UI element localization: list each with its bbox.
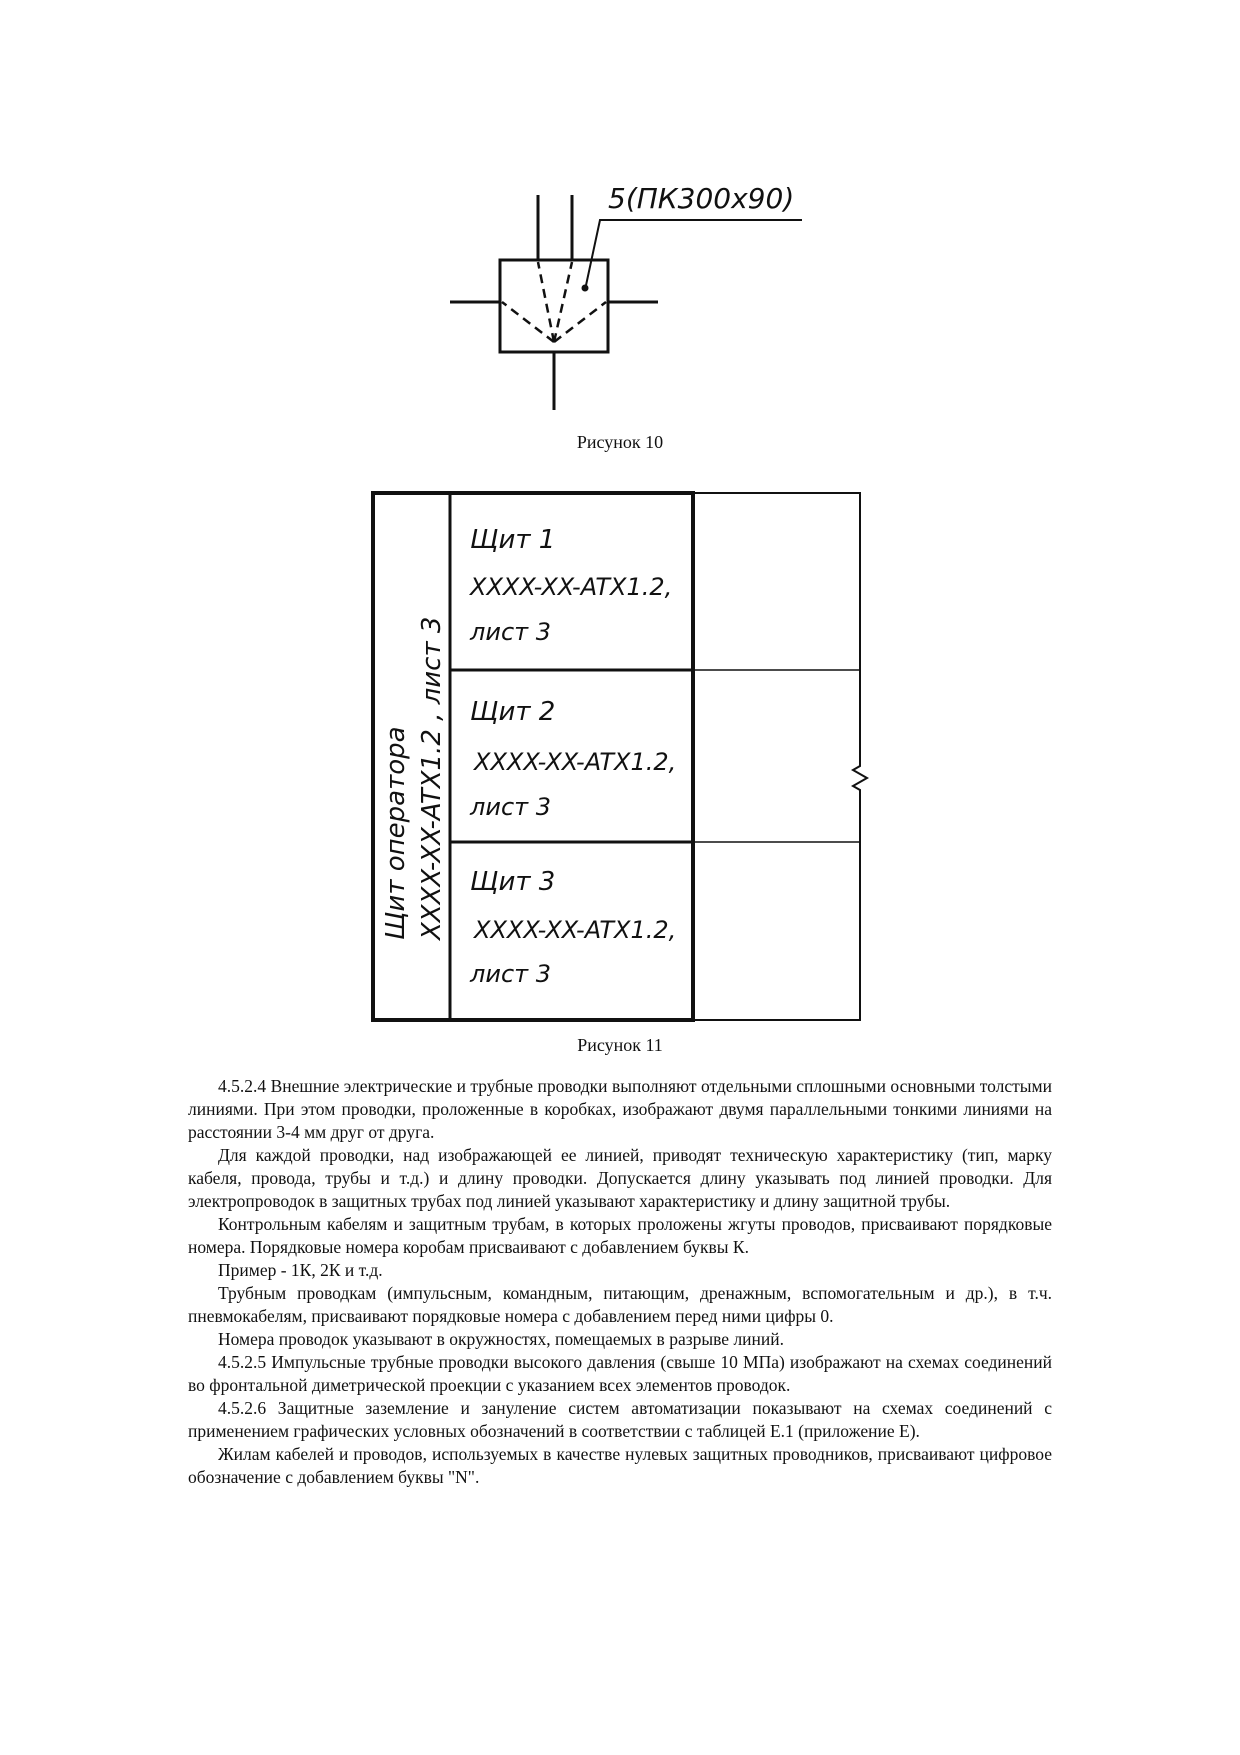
figure-10-label: 5(ПК300x90) xyxy=(608,182,795,215)
row-code: XXXX-XX-ATX1.2, xyxy=(474,916,677,944)
figure-10-caption: Рисунок 10 xyxy=(576,432,664,452)
table-row xyxy=(469,697,676,821)
panel-table-diagram xyxy=(370,490,875,1025)
paragraph: Пример - 1К, 2К и т.д. xyxy=(218,1260,383,1280)
side-label xyxy=(381,617,447,942)
table-row xyxy=(468,525,672,646)
row-code: XXXX-XX-ATX1.2, xyxy=(474,748,677,776)
paragraph: Жилам кабелей и проводов, используемых в качестве нулевых защитных проводников, присваивают цифровое обозначение с добавлением буквы "N". xyxy=(188,1444,1052,1487)
paragraph: 4.5.2.4 Внешние электрические и трубные проводки выполняют отдельными сплошными основными толстыми линиями. При этом проводки, проложенные в коробках, изображают двумя параллельными тонкими линиями на расстоянии 3-4 мм друг от друга. xyxy=(188,1076,1052,1142)
row-sheet: лист 3 xyxy=(470,960,552,988)
junction-box-diagram xyxy=(430,170,830,420)
figure-11-drawing xyxy=(370,490,875,1025)
table-row xyxy=(469,867,676,988)
row-code: XXXX-XX-ATX1.2, xyxy=(470,573,673,601)
side-label-line2: XXXX-XX-ATX1.2 , лист 3 xyxy=(417,616,447,940)
paragraph: 4.5.2.5 Импульсные трубные проводки высокого давления (свыше 10 МПа) изображают на схемах соединений во фронтальной диметрической проекции с указанием всех элементов проводок. xyxy=(188,1352,1052,1395)
paragraph: Для каждой проводки, над изображающей ее линией, приводят техническую характеристику (тип, марку кабеля, провода, трубы и т.д.) и длину проводки. Допускается длину указывать под линией проводки. Для электропроводок в защитных трубах под линией указывают характеристику и длину защитной трубы. xyxy=(188,1145,1052,1211)
paragraph: Контрольным кабелям и защитным трубам, в которых проложены жгуты проводов, присваивают порядковые номера. Порядковые номера коробам присваивают с добавлением буквы К. xyxy=(188,1214,1052,1257)
row-sheet: лист 3 xyxy=(470,618,552,646)
row-title: Щит 3 xyxy=(470,867,556,897)
figure-10-drawing xyxy=(430,170,830,420)
row-title: Щит 2 xyxy=(470,697,556,727)
paragraph: Номера проводок указывают в окружностях, помещаемых в разрыве линий. xyxy=(218,1329,785,1349)
row-title: Щит 1 xyxy=(470,525,556,555)
row-sheet: лист 3 xyxy=(470,793,552,821)
leader-line xyxy=(585,220,802,290)
body-text xyxy=(188,1075,1052,1489)
leader-dot xyxy=(582,285,589,292)
paragraph: Трубным проводкам (импульсным, командным, питающим, дренажным, вспомогательным и др.), в т.ч. пневмокабелям, присваивают порядковые номера с добавлением перед ними цифры 0. xyxy=(188,1283,1052,1326)
paragraph: 4.5.2.6 Защитные заземление и зануление систем автоматизации показывают на схемах соединений с применением графических условных обозначений в соответствии с таблицей Е.1 (приложение Е). xyxy=(188,1398,1052,1441)
figure-11-caption: Рисунок 11 xyxy=(577,1035,663,1055)
side-label-line1: Щит оператора xyxy=(381,726,411,940)
right-region-border xyxy=(693,493,867,1020)
